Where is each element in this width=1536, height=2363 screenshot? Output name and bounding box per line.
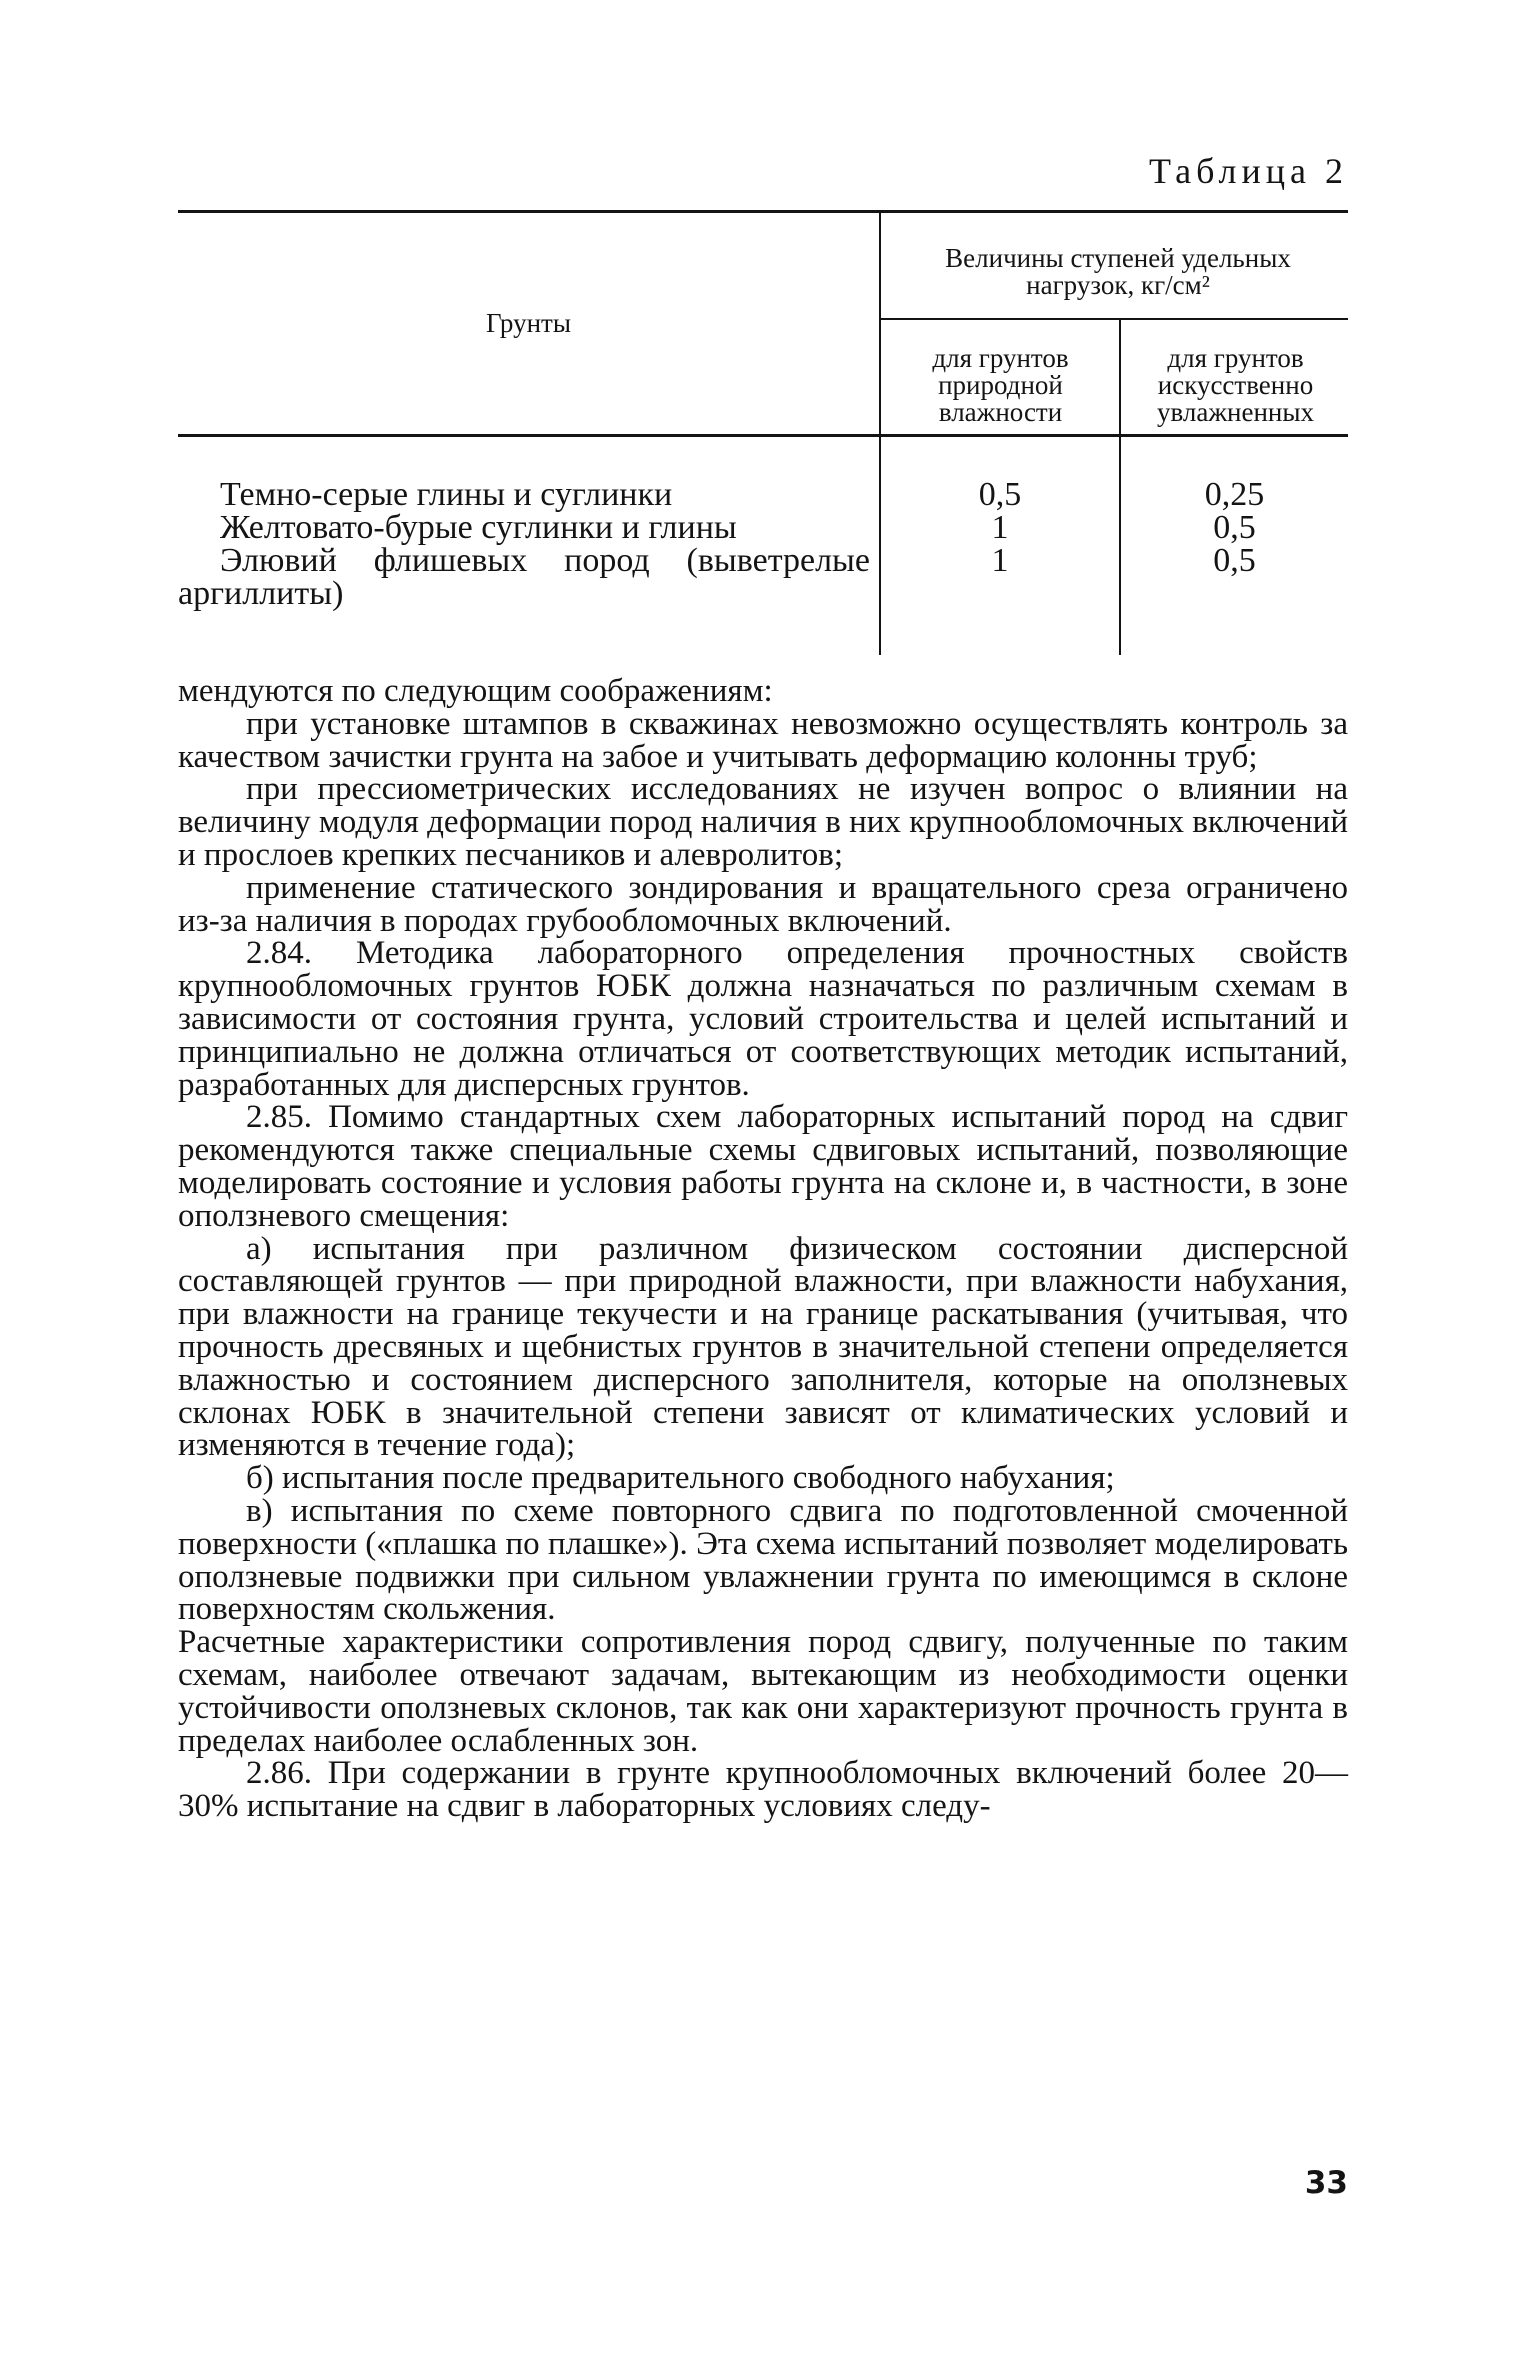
table-row-natural: 1 — [991, 542, 1009, 579]
header-group-rule — [881, 318, 1348, 320]
table-row-wetted: 0,25 — [1204, 476, 1265, 513]
header-wetted: для грунтов искусственно увлажненных — [1157, 343, 1314, 427]
page-number: 33 — [1304, 2165, 1348, 2201]
paragraph: 2.84. Методика лабораторного определения прочностных свойств крупнообломочных грунтов ЮБК должна назначаться по различным схемам в зависимости от состояния грунта, условий строительства и целей испытаний и принципиально не должна отличаться от соответствующих методик испытаний, разработанных для дисперсных грунтов. — [178, 935, 1348, 1103]
header-load-steps: Величины ступеней удельных нагрузок, кг/см² — [945, 243, 1291, 300]
paragraph: Расчетные характеристики сопротивления пород сдвигу, полученные по таким схемам, наиболее отвечают задачам, вытекающим из необходимости оценки устойчивости оползневых склонов, так как они характеризуют прочность грунта в пределах наиболее ослабленных зон. — [178, 1624, 1348, 1759]
table-row-soil: Элювий флишевых пород (выветрелые аргиллиты) — [178, 542, 870, 612]
table-row-natural: 0,5 — [978, 476, 1022, 513]
paragraph: 2.85. Помимо стандартных схем лабораторных испытаний пород на сдвиг рекомендуются также специальные схемы сдвиговых испытаний, позволяющие моделировать состояние и условия работы грунта на склоне и, в частности, в зоне оползневого смещения: — [178, 1099, 1348, 1234]
table-row-soil: Желтовато-бурые суглинки и глины — [220, 509, 737, 546]
paragraph: мендуются по следующим соображениям: — [178, 673, 773, 709]
table-row-wetted: 0,5 — [1213, 509, 1256, 546]
header-soils: Грунты — [486, 308, 571, 338]
paragraph: в) испытания по схеме повторного сдвига по подготовленной смоченной поверхности («плашка по плашке»). Эта схема испытаний позволяет моделировать оползневые подвижки при сильном увлажнении грунта по имеющимся в склоне поверхностям скольжения. — [178, 1492, 1348, 1628]
header-bottom-rule — [178, 434, 1348, 437]
paragraph: при установке штампов в скважинах невозможно осуществлять контроль за качеством зачистки грунта на забое и учитывать деформацию колонны труб; — [178, 705, 1348, 775]
body-text — [178, 675, 1348, 1823]
table-top-rule — [178, 210, 1348, 213]
table-row-wetted: 0,5 — [1213, 542, 1256, 579]
table-row-natural: 1 — [991, 509, 1009, 546]
table-caption: Таблица 2 — [1149, 151, 1348, 191]
column-divider-1 — [879, 210, 881, 655]
header-natural-moisture: для грунтов природной влажности — [932, 343, 1069, 427]
paragraph: 2.86. При содержании в грунте крупнообломочных включений более 20—30% испытание на сдвиг в лабораторных условиях следу- — [178, 1755, 1348, 1825]
paragraph: а) испытания при различном физическом состоянии дисперсной составляющей грунтов — при природной влажности, при влажности набухания, при влажности на границе текучести и на границе раскатывания (учитывая, что прочность дресвяных и щебнистых грунтов в значительной степени определяется влажностью и состоянием дисперсного заполнителя, которые на оползневых склонах ЮБК в значительной степени зависят от климатических условий и изменяются в течение года); — [178, 1230, 1348, 1464]
paragraph: применение статического зондирования и вращательного среза ограничено из-за наличия в породах грубообломочных включений. — [178, 869, 1348, 939]
data-table — [178, 210, 1348, 655]
paragraph: б) испытания после предварительного свободного набухания; — [246, 1460, 1115, 1497]
table-row-soil: Темно-серые глины и суглинки — [220, 476, 673, 513]
paragraph: при прессиометрических исследованиях не изучен вопрос о влиянии на величину модуля деформации пород наличия в них крупнообломочных включений и прослоев крепких песчаников и алевролитов; — [178, 771, 1348, 873]
